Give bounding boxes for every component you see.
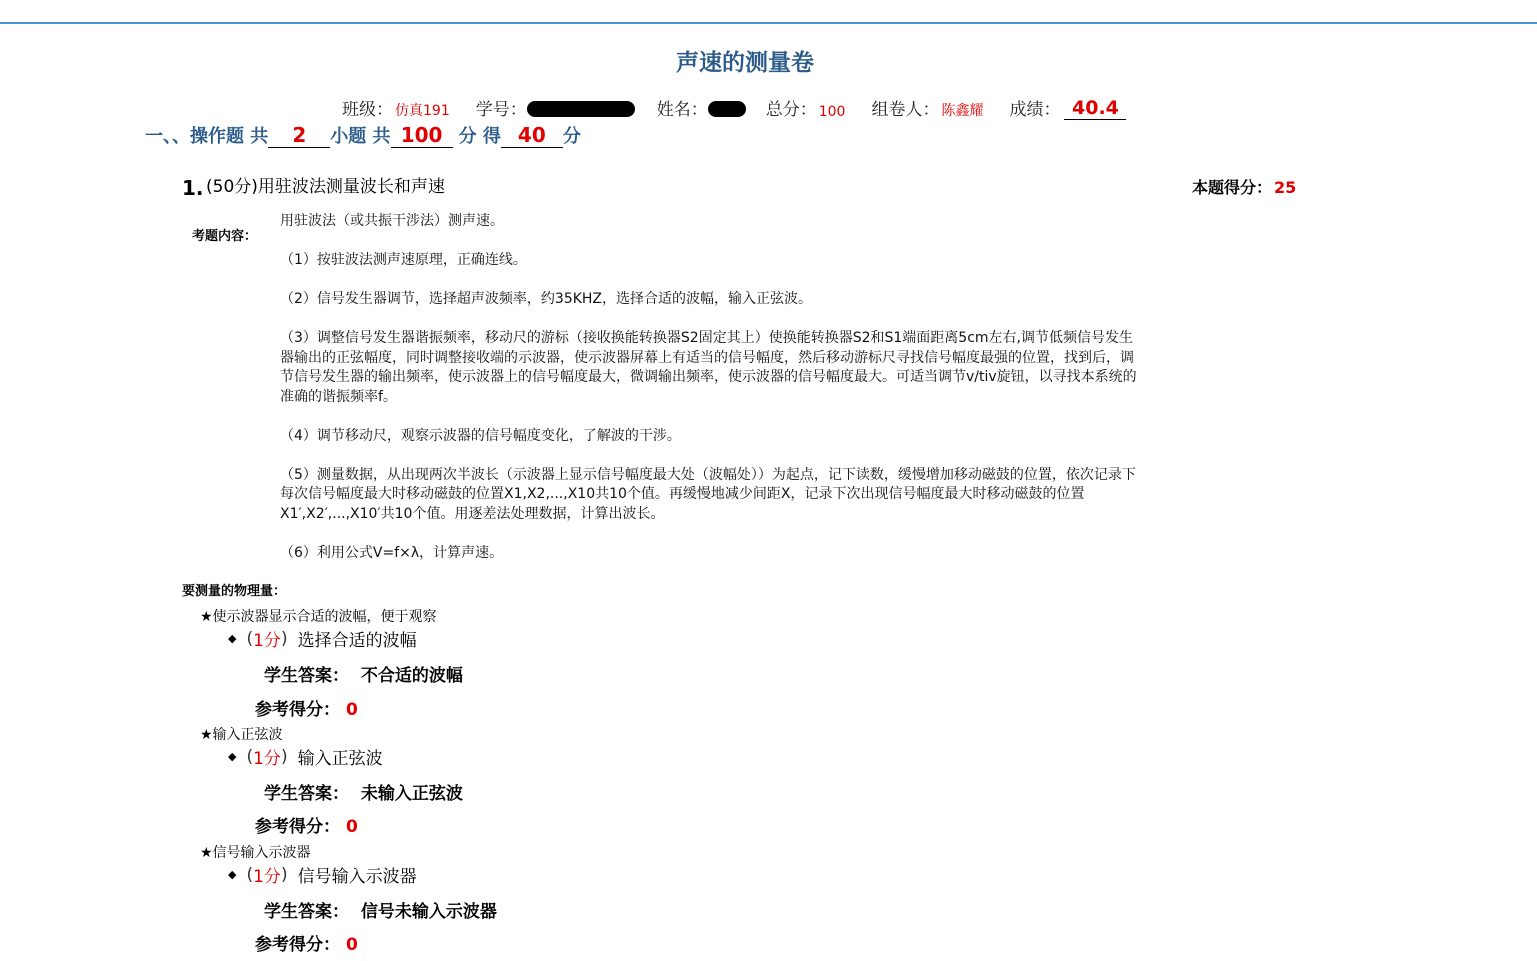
section-mid1: 小题 共 [330,126,391,147]
measure-item-line [228,862,417,887]
top-divider [0,22,1537,24]
student-answer [264,779,463,804]
author-value: 陈鑫耀 [941,103,984,119]
section-total-points: 100 [391,123,453,148]
measure-item-title: ★使示波器显示合适的波幅，便于观察 [200,609,437,625]
reference-score [255,812,358,837]
section-mid2: 分 得 [458,126,501,147]
measure-item-title: ★输入正弦波 [200,727,283,743]
paren-open: ( [246,628,254,649]
item-description: 选择合适的波幅 [297,631,417,651]
name-redaction [708,101,746,117]
paren-open: ( [246,864,254,885]
content-step-2: （2）信号发生器调节，选择超声波频率，约35KHZ，选择合适的波幅，输入正弦波。 [280,291,813,307]
section-question-count: 2 [268,123,330,148]
student-answer-label: 学生答案： [264,784,349,804]
section-prefix: 一、、操作题 共 [145,126,269,147]
item-description: 输入正弦波 [297,749,383,769]
paren-close: ) [280,864,288,885]
item-points: 1分 [253,631,281,651]
question-content [280,212,1140,583]
diamond-bullet-icon: ◆ [228,868,237,881]
section-header [145,122,581,148]
question-score-label: 本题得分： [1192,178,1273,197]
student-id-redaction [527,101,635,117]
total-label: 总分： [765,100,817,120]
question-title: (50分)用驻波法测量波长和声速 [206,177,445,197]
total-value: 100 [818,104,846,120]
question-score [1192,175,1296,198]
student-answer-value: 信号未输入示波器 [360,902,497,922]
exam-info-row [342,90,1126,120]
class-label: 班级： [342,100,393,120]
class-value: 仿真191 [395,103,450,119]
reference-score-label: 参考得分： [255,817,340,837]
reference-score-label: 参考得分： [255,935,340,955]
content-label: 考题内容： [192,229,258,244]
content-step-6: （6）利用公式V=f×λ，计算声速。 [280,544,504,561]
measure-item-title: ★信号输入示波器 [200,845,311,861]
reference-score-value: 0 [346,700,358,720]
student-answer-label: 学生答案： [264,902,349,922]
paren-close: ) [280,628,288,649]
grade-label: 成绩： [1009,100,1061,120]
diamond-bullet-icon: ◆ [228,632,237,645]
name-label: 姓名： [656,100,708,120]
student-answer [264,661,463,686]
content-step-1: （1）按驻波法测声速原理，正确连线。 [280,252,527,268]
measure-label: 要测量的物理量： [182,584,287,599]
student-answer-value: 不合适的波幅 [360,666,463,686]
reference-score [255,930,358,955]
item-description: 信号输入示波器 [297,867,417,887]
content-step-5: （5）测量数据，从出现两次半波长（示波器上显示信号幅度最大处（波幅处））为起点，记下读数，缓慢增加移动磁鼓的位置，依次记录下每次信号幅度最大时移动磁鼓的位置X1,X2,...,X10共10个值。再缓慢地减少间距X，记录下次出现信号幅度最大时移动磁鼓的位置X1′,X2′,...,X10′共10个值。用逐差法处理数据，计算出波长。 [280,466,1136,522]
student-id-label: 学号： [475,100,527,120]
student-answer-value: 未输入正弦波 [360,784,463,804]
paren-close: ) [280,746,288,767]
measure-item-line [228,626,417,651]
item-points: 1分 [253,867,281,887]
reference-score [255,695,358,720]
reference-score-value: 0 [346,935,358,955]
page-title: 声速的测量卷 [676,50,814,76]
grade-value: 40.4 [1064,97,1126,120]
student-answer [264,897,497,922]
reference-score-label: 参考得分： [255,700,340,720]
section-earned-points: 40 [501,123,563,148]
measure-item-line [228,744,383,769]
content-intro: 用驻波法（或共振干涉法）测声速。 [280,213,504,229]
reference-score-value: 0 [346,817,358,837]
question-number: 1. [182,176,204,200]
section-suffix: 分 [562,126,581,147]
diamond-bullet-icon: ◆ [228,750,237,763]
question-score-value: 25 [1274,178,1297,197]
content-step-4: （4）调节移动尺，观察示波器的信号幅度变化，了解波的干涉。 [280,427,681,444]
author-label: 组卷人： [871,100,940,120]
paren-open: ( [246,746,254,767]
content-step-3: （3）调整信号发生器谐振频率，移动尺的游标（接收换能转换器S2固定其上）使换能转换器S2和S1端面距离5cm左右,调节低频信号发生器输出的正弦幅度，同时调整接收端的示波器，使示波器屏幕上有适当的信号幅度，然后移动游标尺寻找信号幅度最强的位置，找到后，调节信号发生器的输出频率，使示波器上的信号幅度最大，微调输出频率，使示波器的信号幅度最大。可适当调节v/tiv旋钮，以寻找本系统的准确的谐振频率f。 [280,330,1137,405]
item-points: 1分 [253,749,281,769]
student-answer-label: 学生答案： [264,666,349,686]
